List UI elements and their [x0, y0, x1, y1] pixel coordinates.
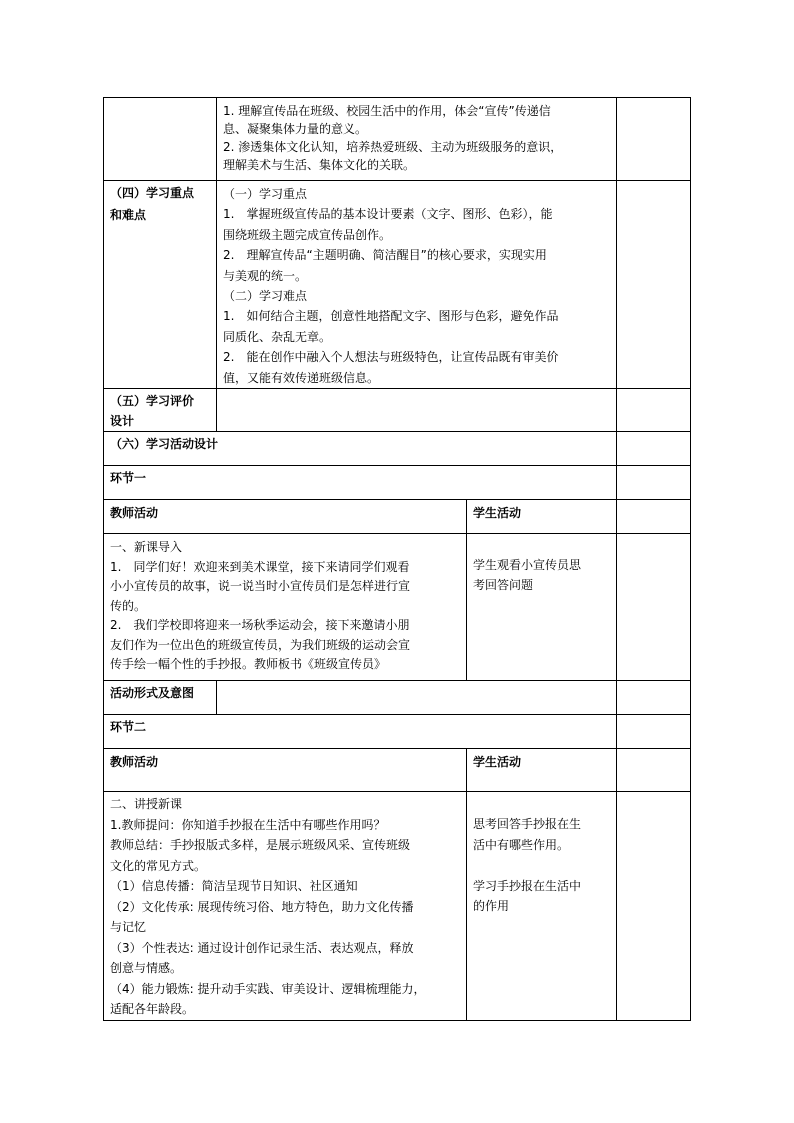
sec6-label: （六）学习活动设计 — [110, 437, 219, 451]
link2-teacher-line: （1）信息传播：简洁呈现节日知识、社区通知 — [110, 879, 358, 893]
link1-teacher-line: 传的。 — [110, 598, 147, 613]
sec5-extra-cell — [616, 388, 691, 432]
link2-teacher-line: （2）文化传承: 展现传统习俗、地方特色，助力文化传播 — [110, 899, 414, 914]
link2-teacher-cell — [103, 791, 467, 1021]
link2-teacher-header-cell — [103, 748, 467, 792]
link2-teacher-line: 教师总结：手抄报版式多样，是展示班级风采、宣传班级 — [110, 838, 411, 852]
sec3-content-cell — [216, 97, 617, 181]
sec4-line: 与美观的统一。 — [223, 268, 308, 283]
sec4-line: 1. 如何结合主题，创意性地搭配文字、图形与色彩，避免作品 — [223, 309, 559, 324]
link2-student-line: 学习手抄报在生活中 — [473, 878, 582, 893]
link2-student-header: 学生活动 — [473, 755, 522, 769]
link2-teacher-line: 创意与情感。 — [110, 961, 183, 975]
sec4-line: 2. 能在创作中融入个人想法与班级特色，让宣传品既有审美价 — [223, 350, 559, 365]
link2-title-extra-cell — [616, 714, 691, 749]
link1-form-label-cell — [103, 680, 217, 715]
link2-student-line: 思考回答手抄报在生 — [473, 817, 582, 831]
link1-form-extra-cell — [616, 680, 691, 715]
link1-teacher-line: 1. 同学们好！欢迎来到美术课堂，接下来请同学们观看 — [110, 559, 410, 574]
sec3-label-cell — [103, 97, 217, 181]
link1-teacher-header-cell — [103, 499, 467, 534]
sec4-line: 值，又能有效传递班级信息。 — [223, 370, 380, 385]
link1-form-content-cell — [216, 680, 617, 715]
link2-student-header-cell — [466, 748, 617, 792]
link1-student-cell — [466, 533, 617, 681]
link2-teacher-line: （4）能力锻炼: 提升动手实践、审美设计、逻辑梳理能力， — [110, 981, 426, 996]
link1-title-cell — [103, 465, 617, 500]
link2-teacher-line: 与记忆 — [110, 920, 147, 934]
link2-header-extra-cell — [616, 748, 691, 792]
sec4-label-line: 和难点 — [110, 208, 147, 222]
link2-teacher-line: （3）个性表达: 通过设计创作记录生活、表达观点，释放 — [110, 940, 414, 955]
sec4-line: （一）学习重点 — [223, 187, 308, 201]
sec5-label-line: （五）学习评价 — [110, 394, 195, 408]
link1-student-line: 考回答问题 — [473, 577, 534, 592]
link1-teacher-line: 2. 我们学校即将迎来一场秋季运动会，接下来邀请小朋 — [110, 618, 410, 632]
sec6-extra-cell — [616, 431, 691, 466]
link2-teacher-line: 文化的常见方式。 — [110, 858, 207, 873]
link1-teacher-line: 小小宣传员的故事，说一说当时小宣传员们是怎样进行宣 — [110, 579, 411, 593]
link2-teacher-line: 二、讲授新课 — [110, 797, 183, 811]
link1-teacher-line: 传手绘一幅个性的手抄报。教师板书《班级宣传员》 — [110, 657, 387, 671]
link2-teacher-line: 1.教师提问：你知道手抄报在生活中有哪些作用吗？ — [110, 817, 386, 832]
link1-title-extra-cell — [616, 465, 691, 500]
link2-content-extra-cell — [616, 791, 691, 1021]
link1-header-extra-cell — [616, 499, 691, 534]
sec5-label-line: 设计 — [110, 414, 135, 428]
sec4-line: 围绕班级主题完成宣传品创作。 — [223, 227, 392, 242]
link1-content-extra-cell — [616, 533, 691, 681]
link2-student-line: 的作用 — [473, 899, 510, 913]
link1-teacher-header: 教师活动 — [110, 506, 159, 520]
sec3-extra-cell — [616, 97, 691, 181]
sec4-label-cell — [103, 180, 217, 389]
link2-student-cell — [466, 791, 617, 1021]
link2-student-line — [473, 855, 610, 876]
sec4-label-line: （四）学习重点 — [110, 186, 195, 200]
link2-student-line: 活中有哪些作用。 — [473, 837, 570, 852]
sec4-line: （二）学习难点 — [223, 289, 308, 304]
link1-teacher-cell — [103, 533, 467, 681]
link1-student-header-cell — [466, 499, 617, 534]
sec3-line: 2. 渗透集体文化认知，培养热爱班级、主动为班级服务的意识， — [223, 140, 563, 154]
link1-student-header: 学生活动 — [473, 506, 522, 520]
sec6-header-cell — [103, 431, 617, 466]
link1-teacher-line: 友们作为一位出色的班级宣传员，为我们班级的运动会宣 — [110, 637, 411, 652]
link2-title: 环节二 — [110, 720, 147, 734]
link2-teacher-line: 适配各年龄段。 — [110, 1002, 195, 1016]
sec4-extra-cell — [616, 180, 691, 389]
sec3-line: 息、凝聚集体力量的意义。 — [223, 122, 368, 136]
sec4-content-cell — [216, 180, 617, 389]
link1-form-label: 活动形式及意图 — [110, 686, 195, 700]
link2-teacher-header: 教师活动 — [110, 755, 159, 769]
link1-teacher-line: 一、新课导入 — [110, 540, 183, 554]
sec4-line: 1. 掌握班级宣传品的基本设计要素（文字、图形、色彩），能 — [223, 207, 553, 222]
link1-title: 环节一 — [110, 471, 147, 485]
sec4-line: 2. 理解宣传品“主题明确、简洁醒目”的核心要求，实现实用 — [223, 248, 547, 263]
sec5-label-cell — [103, 388, 217, 432]
sec3-line: 理解美术与生活、集体文化的关联。 — [223, 158, 416, 172]
sec3-line: 1. 理解宣传品在班级、校园生活中的作用，体会“宣传”传递信 — [223, 104, 551, 118]
sec5-content-cell — [216, 388, 617, 432]
sec4-line: 同质化、杂乱无章。 — [223, 329, 332, 344]
link1-student-line: 学生观看小宣传员思 — [473, 558, 582, 572]
link2-title-cell — [103, 714, 617, 749]
